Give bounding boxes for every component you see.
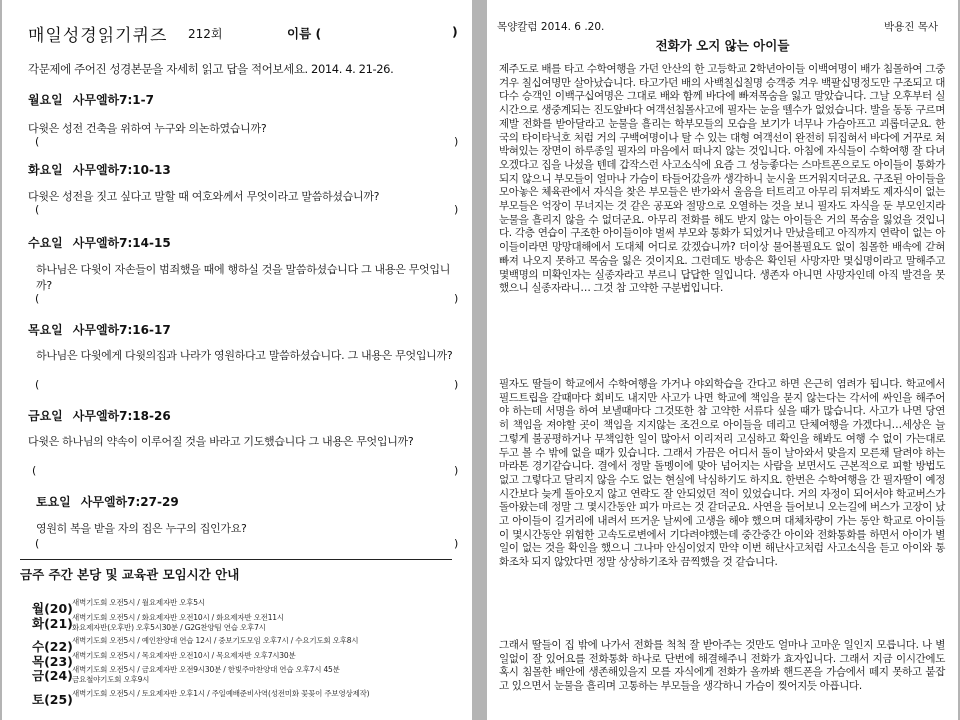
meeting-day: 수(22) xyxy=(32,639,73,654)
scripture-ref: 사무엘하7:27-29 xyxy=(80,495,179,509)
question-saturday: 영원히 복을 받을 자의 집은 누구의 집인가요? xyxy=(36,522,247,535)
day-heading-wednesday xyxy=(28,234,171,251)
answer-close-paren: ) xyxy=(454,203,459,216)
answer-open-paren: ( xyxy=(35,537,40,550)
column-label: 목양칼럼 2014. 6 .20. xyxy=(497,21,605,33)
answer-open-paren: ( xyxy=(32,464,37,477)
answer-open-paren: ( xyxy=(35,292,40,305)
meeting-line: 새벽기도회 오전5시 / 토요제자반 오후1시 / 주일예배준비사역(성전미화 꽃꽂이 주보영상제작) xyxy=(72,689,370,698)
answer-open-paren: ( xyxy=(35,203,40,216)
day-name: 금요일 xyxy=(28,409,63,423)
question-friday: 다윗은 하나님의 약속이 이루어질 것을 바라고 기도했습니다 그 내용은 무엇입니까? xyxy=(28,435,414,448)
meeting-day: 화(21) xyxy=(32,616,73,631)
meeting-line: 화요제자반(오후반) 오후5시30분 / G2G찬양팀 연습 오후7시 xyxy=(72,623,266,632)
day-heading-monday xyxy=(28,91,154,108)
column-paragraph: 필자도 딸들이 학교에서 수학여행을 가거나 야외학습을 간다고 하면 은근히 염려가 됩니다. 학교에서 필드트립을 갈때마다 회비도 내지만 사고가 나면 학교에 책임을 묻지 않는다는 각서에 싸인을 해주어야 하는데 서명을 하여 보낼때마다 그것또한 참 고약한 서류다 싶을 때가 많습니다. 사고가 나면 당연히 책임을 져야할 곳이 책임을 지지않는 조건으로 아이들을 데리고 단체여행을 가겠다니…세상은 늘 그렇게 불공평하거나 무책임한 일이 많아서 이리저리 고심하고 확인을 해봐도 여행 수 없이 가는대로 두고 볼 수 밖에 없을 때가 있습니다. 그래서 가끔은 어디서 돌이 날아와서 맞을지 모른채 달려야 하는 마라톤 경기같습니다. 결에서 정말 돌멩이에 맞아 넘어지는 사람을 보면서도 근본적으로 피할 방법도 없고 그렇다고 달리지 않을 수도 없는 현실에 낙심하기도 하지요. 한번은 수학여행을 간 필자딸이 예정시간보다 늦게 돌아오지 않고 연락도 잘 안되었던 적이 있었습니다. 거의 자정이 되어서야 학교버스가 돌아왔는데 정말 그 몇시간동안 피가 마르는 것 같더군요. 사연을 들어보니 오는길에 버스가 고장이 났고 아이들이 길거리에 내려서 뜨거운 날씨에 고생을 해야 했으며 대체차량이 가는 동안 학교로 아이들이 몇시간동안 위험한 고속도로변에서 기다려야했는데 중간중간 아이와 전화통화를 하면서 아이가 별일이 없는 것을 확인을 했으니 그나마 안심이었지 만약 이번 해난사고처럼 사고소식을 듣고 아이와 통화조차 되지 않았다면 정말 상상하기조차 끔찍했을 것 같습니다. xyxy=(499,378,945,569)
quiz-number: 212회 xyxy=(188,27,223,41)
quiz-page xyxy=(2,0,472,720)
question-wednesday: 하나님은 다윗이 자손들이 범죄했을 때에 행하실 것을 말씀하셨습니다 그 내용은 무엇입니까? xyxy=(36,263,451,292)
answer-open-paren: ( xyxy=(35,135,40,148)
question-monday: 다윗은 성전 건축을 위하여 누구와 의논하였습니까? xyxy=(28,122,267,135)
name-close-paren: ) xyxy=(452,24,458,39)
meeting-day: 목(23) xyxy=(32,654,73,669)
column-page xyxy=(487,0,958,720)
scripture-ref: 사무엘하7:10-13 xyxy=(72,163,171,177)
section-divider xyxy=(20,559,452,560)
column-title: 전화가 오지 않는 아이들 xyxy=(655,38,790,53)
day-heading-thursday xyxy=(28,321,171,338)
quiz-instruction: 각문제에 주어진 성경본문을 자세히 읽고 답을 적어보세요. 2014. 4. 21-26. xyxy=(28,62,394,76)
meeting-day: 금(24) xyxy=(32,668,73,683)
answer-close-paren: ) xyxy=(454,537,459,550)
answer-open-paren: ( xyxy=(35,378,40,391)
quiz-title: 매일성경읽기퀴즈 xyxy=(28,26,168,46)
meeting-row-friday xyxy=(32,665,467,685)
meeting-line: 새벽기도회 오전5시 / 금요제자반 오전9시30분 / 한빛주마찬양대 연습 오후7시 45분 xyxy=(72,665,340,674)
day-heading-friday xyxy=(28,407,171,424)
meeting-line: 새벽기도회 오전5시 / 예인찬양대 연습 12시 / 중보기도모임 오후7시 / 수요기도회 오후8시 xyxy=(72,636,359,645)
scripture-ref: 사무엘하7:14-15 xyxy=(72,236,171,250)
scripture-ref: 사무엘하7:16-17 xyxy=(72,323,171,337)
meeting-line: 새벽기도회 오전5시 / 화요제자반 오전10시 / 화요제자반 오전11시 xyxy=(72,613,284,622)
day-name: 월요일 xyxy=(28,93,63,107)
meeting-row-tuesday xyxy=(32,613,467,633)
column-author: 박용진 목사 xyxy=(883,21,938,33)
meeting-line: 새벽기도회 오전5시 / 목요제자반 오전10시 / 목요제자반 오후7시30분 xyxy=(72,651,296,660)
scripture-ref: 사무엘하7:1-7 xyxy=(72,93,154,107)
answer-close-paren: ) xyxy=(454,135,459,148)
meeting-line: 금요철야기도회 오후9시 xyxy=(72,675,150,684)
meeting-day: 월(20) xyxy=(32,601,73,616)
day-name: 목요일 xyxy=(28,323,63,337)
meeting-day: 토(25) xyxy=(32,692,73,707)
meeting-line: 새벽기도회 오전5시 / 월요제자반 오후5시 xyxy=(72,598,205,607)
day-heading-tuesday xyxy=(28,161,171,178)
meeting-row-saturday xyxy=(32,689,467,708)
column-paragraph: 그래서 딸들이 집 밖에 나가서 전화를 척척 잘 받아주는 것만도 얼마나 고마운 일인지 모릅니다. 나 별일없이 잘 있어요를 전화통화 하나로 단번에 해결해주니 전화가 효자입니다. 그래서 지금 이시간에도 혹시 침몰한 배안에 생존해있을지 모를 자식에게 전화가 올까봐 핸드폰을 가슴에서 떼지 못하고 붙잡고 있으면서 눈물을 흘리며 고통하는 부모들을 생각하니 가슴이 찢어지듯 아픕니다. xyxy=(499,639,945,693)
day-heading-saturday xyxy=(36,493,179,510)
question-tuesday: 다윗은 성전을 짓고 싶다고 말할 때 여호와께서 무엇이라고 말씀하셨습니까? xyxy=(28,190,380,203)
day-name: 수요일 xyxy=(28,236,63,250)
answer-close-paren: ) xyxy=(454,378,459,391)
answer-close-paren: ) xyxy=(454,292,459,305)
column-paragraph: 제주도로 배를 타고 수학여행을 가던 안산의 한 고등학교 2학년아이들 이백여명이 배가 침몰하여 그중 겨우 칠십여명만 살아났습니다. 타고가던 배의 사백칠십칠명 승객중 겨우 백팔십명정도만 구조되고 대다수 승객인 이백구십여명은 그대로 배와 함께 바다에 빠져목숨을 잃고 말았습니다. 그날 오후부터 실시간으로 생중계되는 진도앞바다 여객선침몰사고에 필자는 눈을 뗄수가 없었습니다. 발을 동동 구르며 제발 전화를 받아달라고 눈물을 흘리는 학부모들의 모습을 보기가 너무나 가슴아프고 괴롭더군요. 한국의 타이타닉호 처럼 거의 구백여명이나 탈 수 있는 대형 여객선이 완전히 뒤집혀서 바다에 거꾸로 쳐박혀있는 장면이 하루종일 필자의 마음에서 떠나지 않는 것입니다. 아침에 자식들이 수학여행 잘 다녀오겠다고 집을 나섰을 텐데 갑작스런 사고소식에 요즘 그 성능좋다는 스마트폰으로도 아이들이 통화가 되지 않으니 부모들이 얼마나 가슴이 타들어갔을까 생각하니 눈시울 뜨거워지더군요. 구조된 아이들을 모아놓은 체육관에서 자식을 찾은 부모들은 반가와서 울음을 터트리고 아무리 뒤져봐도 제자식이 없는 부모들은 억장이 무너지는 것 같은 공포와 절망으로 오열하는 것을 보니 필자도 자식을 둔 부모인지라 눈물을 흘리지 않을 수 없더군요. 아무리 전화를 해도 받지 않는 아이들은 거의 목숨을 잃었을 것입니다. 각층 연습이 구조한 아이들이야 벌써 부모와 통화가 되었거나 만났을테고 아직까지 연락이 없는 아이들이라면 망망대해에서 도대체 어디로 갔겠습니까? 더이상 물어볼필요도 없이 침몰한 배속에 갇혀 빠져 나오지 못하고 목숨을 잃은 것이지요. 그런데도 방송은 확인된 사망자만 몇십명이라고 말해주고 몇백명의 미확인자는 실종자라고 부르니 답답한 일입니다. 생존자 아니면 사망자인데 아직 발견을 못했으니 실종자라니… 그것 참 고약한 구분법입니다. xyxy=(499,63,945,295)
answer-close-paren: ) xyxy=(454,464,459,477)
question-thursday: 하나님은 다윗에게 다윗의집과 나라가 영원하다고 말씀하셨습니다. 그 내용은 무엇입니까? xyxy=(36,349,453,362)
scripture-ref: 사무엘하7:18-26 xyxy=(72,409,171,423)
day-name: 토요일 xyxy=(36,495,71,509)
meetings-title: 금주 주간 본당 및 교육관 모임시간 안내 xyxy=(20,567,240,582)
name-label: 이름 ( xyxy=(287,26,322,41)
day-name: 화요일 xyxy=(28,163,63,177)
